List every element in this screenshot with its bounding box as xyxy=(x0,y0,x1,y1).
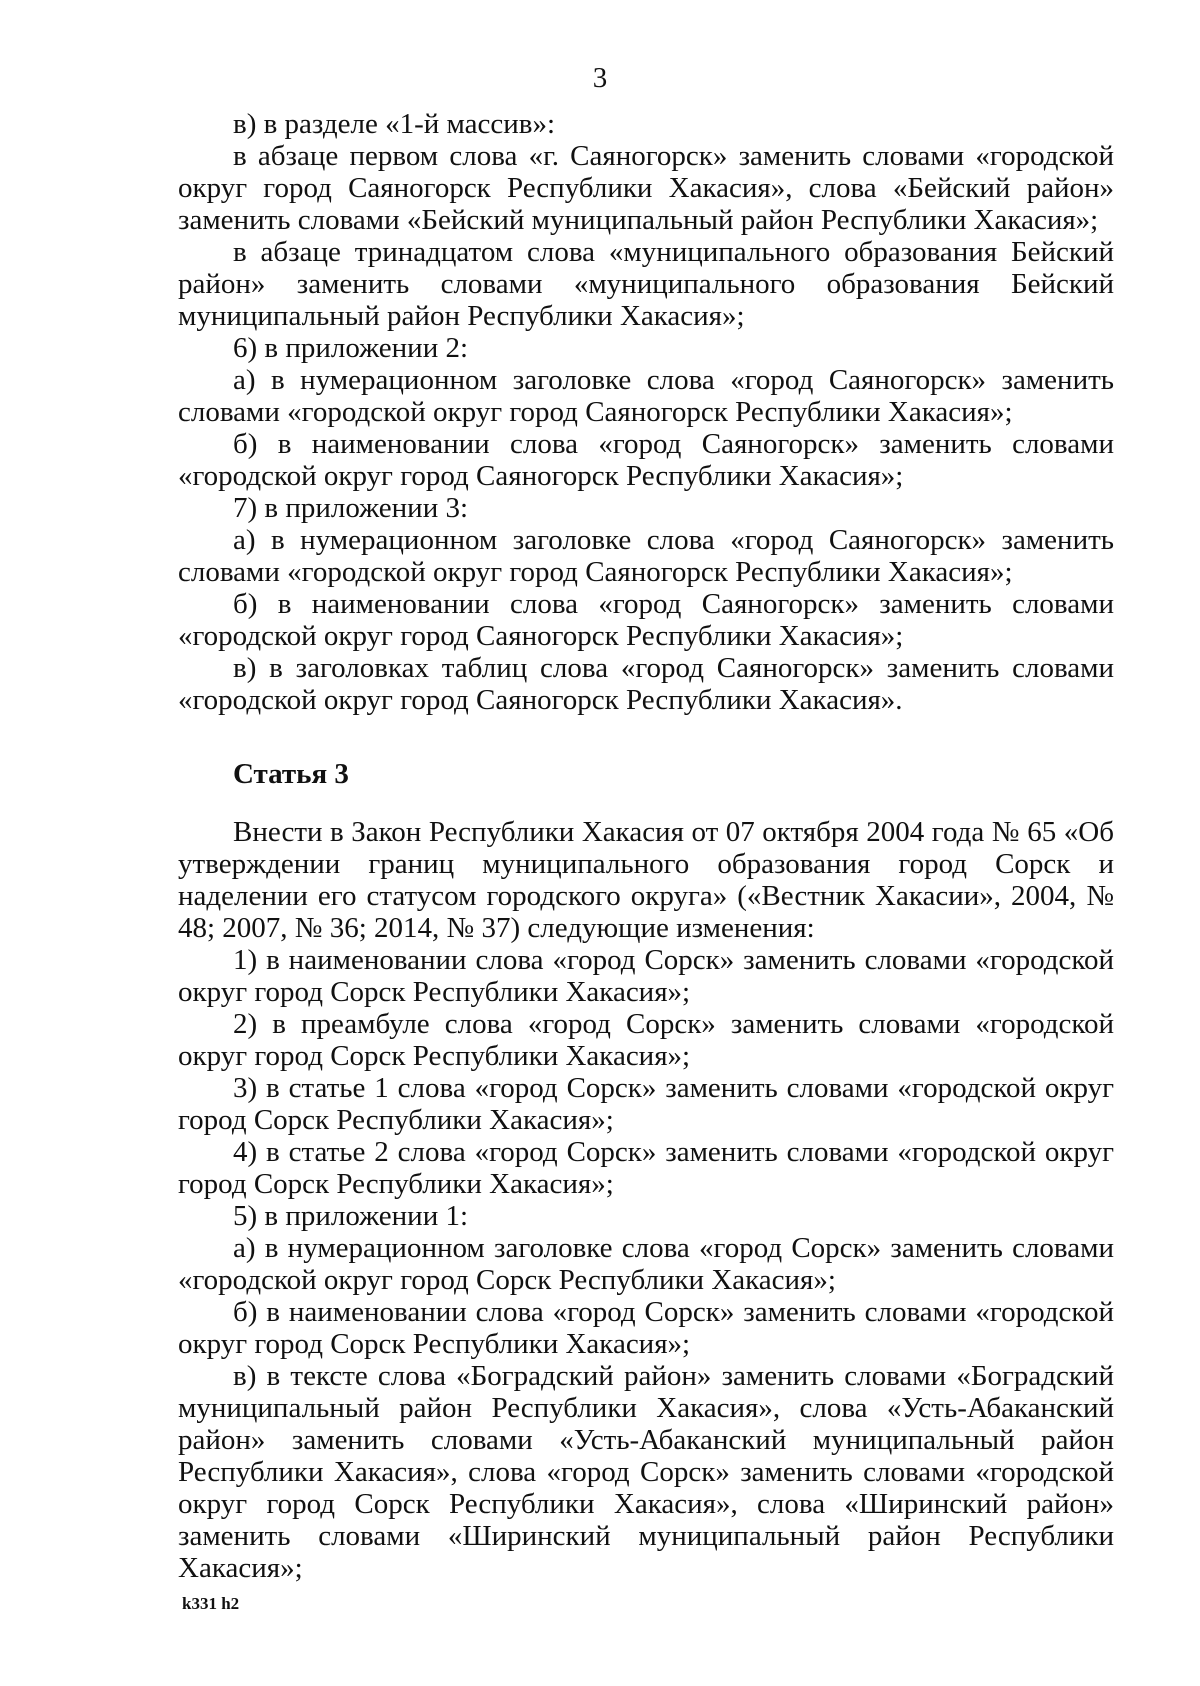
paragraph: а) в нумерационном заголовке слова «город Сорск» заменить словами «городской округ город Сорск Республики Хакасия»; xyxy=(178,1232,1114,1296)
paragraph: 5) в приложении 1: xyxy=(233,1200,469,1232)
amendments-continuation xyxy=(178,108,1114,716)
paragraph: в абзаце первом слова «г. Саяногорск» заменить словами «городской округ город Саяногорск Республики Хакасия», слова «Бейский район» заменить словами «Бейский муниципальный район Республики Хакасия»; xyxy=(178,140,1114,236)
paragraph: б) в наименовании слова «город Саяногорск» заменить словами «городской округ город Саяногорск Республики Хакасия»; xyxy=(178,588,1114,652)
paragraph: а) в нумерационном заголовке слова «город Саяногорск» заменить словами «городской округ город Саяногорск Республики Хакасия»; xyxy=(178,364,1114,428)
paragraph: в) в тексте слова «Боградский район» заменить словами «Боградский муниципальный район Республики Хакасия», слова «Усть-Абаканский район» заменить словами «Усть-Абаканский муниципальный район Республики Хакасия», слова «город Сорск» заменить словами «городской округ город Сорск Республики Хакасия», слова «Ширинский район» заменить словами «Ширинский муниципальный район Республики Хакасия»; xyxy=(178,1360,1114,1584)
paragraph: 4) в статье 2 слова «город Сорск» заменить словами «городской округ город Сорск Республики Хакасия»; xyxy=(178,1136,1114,1200)
document-code: k331 h2 xyxy=(182,1594,240,1613)
paragraph: в абзаце тринадцатом слова «муниципального образования Бейский район» заменить словами «муниципального образования Бейский муниципальный район Республики Хакасия»; xyxy=(178,236,1114,332)
paragraph: а) в нумерационном заголовке слова «город Саяногорск» заменить словами «городской округ город Саяногорск Республики Хакасия»; xyxy=(178,524,1114,588)
paragraph: б) в наименовании слова «город Саяногорск» заменить словами «городской округ город Саяногорск Республики Хакасия»; xyxy=(178,428,1114,492)
paragraph: в) в заголовках таблиц слова «город Саяногорск» заменить словами «городской округ город Саяногорск Республики Хакасия». xyxy=(178,652,1114,716)
paragraph: 1) в наименовании слова «город Сорск» заменить словами «городской округ город Сорск Республики Хакасия»; xyxy=(178,944,1114,1008)
paragraph: в) в разделе «1-й массив»: xyxy=(233,108,556,140)
paragraph: Внести в Закон Республики Хакасия от 07 октября 2004 года № 65 «Об утверждении границ муниципального образования город Сорск и наделении его статусом городского округа» («Вестник Хакасии», 2004, № 48; 2007, № 36; 2014, № 37) следующие изменения: xyxy=(178,816,1114,944)
paragraph: 2) в преамбуле слова «город Сорск» заменить словами «городской округ город Сорск Республики Хакасия»; xyxy=(178,1008,1114,1072)
article-3-body xyxy=(178,816,1114,1584)
paragraph: 7) в приложении 3: xyxy=(233,492,469,524)
paragraph: 3) в статье 1 слова «город Сорск» заменить словами «городской округ город Сорск Республики Хакасия»; xyxy=(178,1072,1114,1136)
paragraph: б) в наименовании слова «город Сорск» заменить словами «городской округ город Сорск Республики Хакасия»; xyxy=(178,1296,1114,1360)
page-number: 3 xyxy=(592,62,608,94)
article-heading: Статья 3 xyxy=(233,758,349,790)
paragraph: 6) в приложении 2: xyxy=(233,332,469,364)
